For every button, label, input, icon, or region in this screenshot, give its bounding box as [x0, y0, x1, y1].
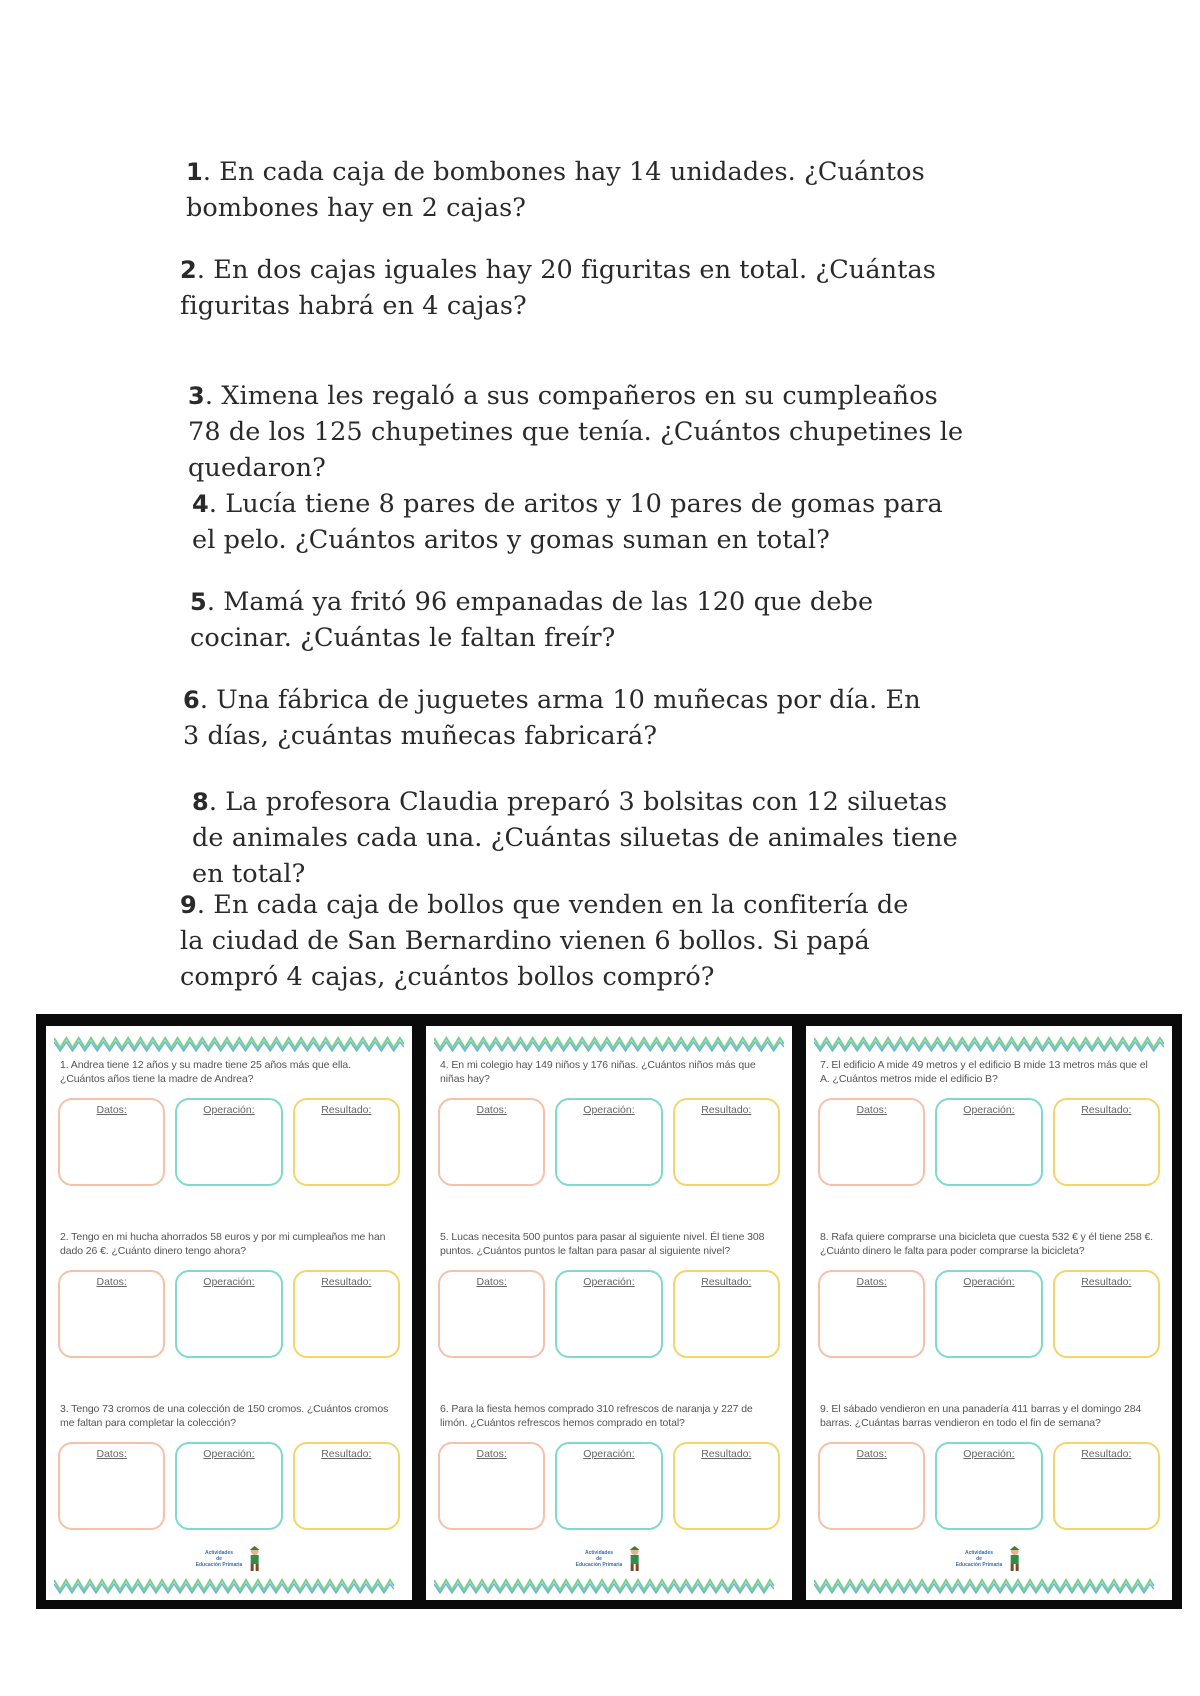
brand-logo: Actividades de Educación Primaria — [196, 1546, 263, 1572]
datos-box: Datos: — [818, 1270, 925, 1358]
worksheet-task — [54, 1396, 404, 1568]
problem-5 — [190, 584, 910, 656]
worksheet-task — [814, 1052, 1164, 1224]
datos-box: Datos: — [58, 1442, 165, 1530]
worksheet-task — [54, 1052, 404, 1224]
problem-number: 8 — [192, 788, 209, 816]
datos-box: Datos: — [438, 1098, 545, 1186]
datos-box: Datos: — [58, 1098, 165, 1186]
answer-boxes — [438, 1270, 780, 1358]
datos-box: Datos: — [58, 1270, 165, 1358]
problem-text: . En cada caja de bollos que venden en la confitería de la ciudad de San Bernardino vienen 6 bollos. Si papá compró 4 cajas, ¿cuántos bollos compró? — [180, 890, 909, 992]
operacion-box: Operación: — [935, 1270, 1042, 1358]
zigzag-border — [434, 1034, 784, 1052]
task-text: 7. El edificio A mide 49 metros y el edificio B mide 13 metros más que el A. ¿Cuántos metros mide el edificio B? — [820, 1059, 1148, 1085]
operacion-box: Operación: — [175, 1270, 282, 1358]
problem-text: . Ximena les regaló a sus compañeros en su cumpleaños 78 de los 125 chupetines que tenía. ¿Cuántos chupetines le quedaron? — [188, 381, 964, 483]
zigzag-border — [54, 1576, 394, 1594]
answer-boxes — [818, 1270, 1160, 1358]
resultado-box: Resultado: — [673, 1098, 780, 1186]
problem-number: 6 — [183, 686, 200, 714]
operacion-box: Operación: — [935, 1098, 1042, 1186]
operacion-box: Operación: — [555, 1270, 662, 1358]
resultado-box: Resultado: — [1053, 1270, 1160, 1358]
answer-boxes — [58, 1098, 400, 1186]
answer-boxes — [818, 1098, 1160, 1186]
answer-boxes — [438, 1098, 780, 1186]
brand-logo: Actividades de Educación Primaria — [576, 1546, 643, 1572]
resultado-box: Resultado: — [293, 1098, 400, 1186]
problem-text: . En dos cajas iguales hay 20 figuritas en total. ¿Cuántas figuritas habrá en 4 cajas? — [180, 255, 936, 321]
resultado-box: Resultado: — [673, 1442, 780, 1530]
problem-2 — [180, 252, 960, 324]
zigzag-border — [814, 1034, 1164, 1052]
task-text: 3. Tengo 73 cromos de una colección de 150 cromos. ¿Cuántos cromos me faltan para completar la colección? — [60, 1403, 389, 1429]
worksheet-preview — [36, 1014, 1182, 1609]
operacion-box: Operación: — [175, 1442, 282, 1530]
datos-box: Datos: — [438, 1270, 545, 1358]
problem-8 — [192, 784, 962, 892]
kid-icon — [626, 1546, 642, 1572]
problem-text: . Mamá ya fritó 96 empanadas de las 120 que debe cocinar. ¿Cuántas le faltan freír? — [190, 587, 874, 653]
problem-number: 9 — [180, 891, 197, 919]
datos-box: Datos: — [818, 1098, 925, 1186]
problem-text: . Lucía tiene 8 pares de aritos y 10 pares de gomas para el pelo. ¿Cuántos aritos y gomas suman en total? — [192, 489, 943, 555]
kid-icon — [246, 1546, 262, 1572]
task-text: 2. Tengo en mi hucha ahorrados 58 euros y por mi cumpleaños me han dado 26 €. ¿Cuánto dinero tengo ahora? — [60, 1231, 386, 1257]
problem-text: . La profesora Claudia preparó 3 bolsitas con 12 siluetas de animales cada una. ¿Cuántas siluetas de animales tiene en total? — [192, 787, 958, 889]
zigzag-border — [814, 1576, 1154, 1594]
answer-boxes — [818, 1442, 1160, 1530]
worksheet-page-3 — [806, 1026, 1172, 1600]
answer-boxes — [58, 1442, 400, 1530]
zigzag-border — [434, 1576, 774, 1594]
worksheet-task — [814, 1224, 1164, 1396]
problem-3 — [188, 378, 968, 486]
operacion-box: Operación: — [175, 1098, 282, 1186]
datos-box: Datos: — [438, 1442, 545, 1530]
worksheet-page-2 — [426, 1026, 792, 1600]
task-text: 6. Para la fiesta hemos comprado 310 refrescos de naranja y 227 de limón. ¿Cuántos refrescos hemos comprado en total? — [440, 1403, 753, 1429]
brand-logo: Actividades de Educación Primaria — [956, 1546, 1023, 1572]
task-text: 5. Lucas necesita 500 puntos para pasar al siguiente nivel. Él tiene 308 puntos. ¿Cuántos puntos le faltan para pasar al siguiente nivel? — [440, 1231, 765, 1257]
worksheet-task — [434, 1396, 784, 1568]
resultado-box: Resultado: — [1053, 1442, 1160, 1530]
worksheet-task — [434, 1224, 784, 1396]
problem-number: 1 — [186, 158, 203, 186]
answer-boxes — [438, 1442, 780, 1530]
resultado-box: Resultado: — [293, 1270, 400, 1358]
resultado-box: Resultado: — [293, 1442, 400, 1530]
problem-9 — [180, 887, 940, 995]
operacion-box: Operación: — [555, 1442, 662, 1530]
task-text: 1. Andrea tiene 12 años y su madre tiene 25 años más que ella. ¿Cuántos años tiene la madre de Andrea? — [60, 1059, 351, 1085]
task-text: 8. Rafa quiere comprarse una bicicleta que cuesta 532 € y él tiene 258 €. ¿Cuánto dinero le falta para poder comprarse la bicicleta? — [820, 1231, 1153, 1257]
zigzag-border — [54, 1034, 404, 1052]
worksheet-task — [434, 1052, 784, 1224]
problem-text: . Una fábrica de juguetes arma 10 muñecas por día. En 3 días, ¿cuántas muñecas fabricará? — [183, 685, 921, 751]
problem-1 — [186, 154, 966, 226]
worksheet-task — [54, 1224, 404, 1396]
problem-4 — [192, 486, 952, 558]
operacion-box: Operación: — [555, 1098, 662, 1186]
datos-box: Datos: — [818, 1442, 925, 1530]
worksheet-page-1 — [46, 1026, 412, 1600]
problem-text: . En cada caja de bombones hay 14 unidades. ¿Cuántos bombones hay en 2 cajas? — [186, 157, 925, 223]
worksheet-task — [814, 1396, 1164, 1568]
resultado-box: Resultado: — [673, 1270, 780, 1358]
kid-icon — [1006, 1546, 1022, 1572]
problem-number: 5 — [190, 588, 207, 616]
task-text: 9. El sábado vendieron en una panadería 411 barras y el domingo 284 barras. ¿Cuántas barras vendieron en todo el fin de semana? — [820, 1403, 1142, 1429]
operacion-box: Operación: — [935, 1442, 1042, 1530]
answer-boxes — [58, 1270, 400, 1358]
problem-6 — [183, 682, 943, 754]
task-text: 4. En mi colegio hay 149 niños y 176 niñas. ¿Cuántos niños más que niñas hay? — [440, 1059, 756, 1085]
problem-number: 2 — [180, 256, 197, 284]
resultado-box: Resultado: — [1053, 1098, 1160, 1186]
problem-number: 3 — [188, 382, 205, 410]
problem-number: 4 — [192, 490, 209, 518]
